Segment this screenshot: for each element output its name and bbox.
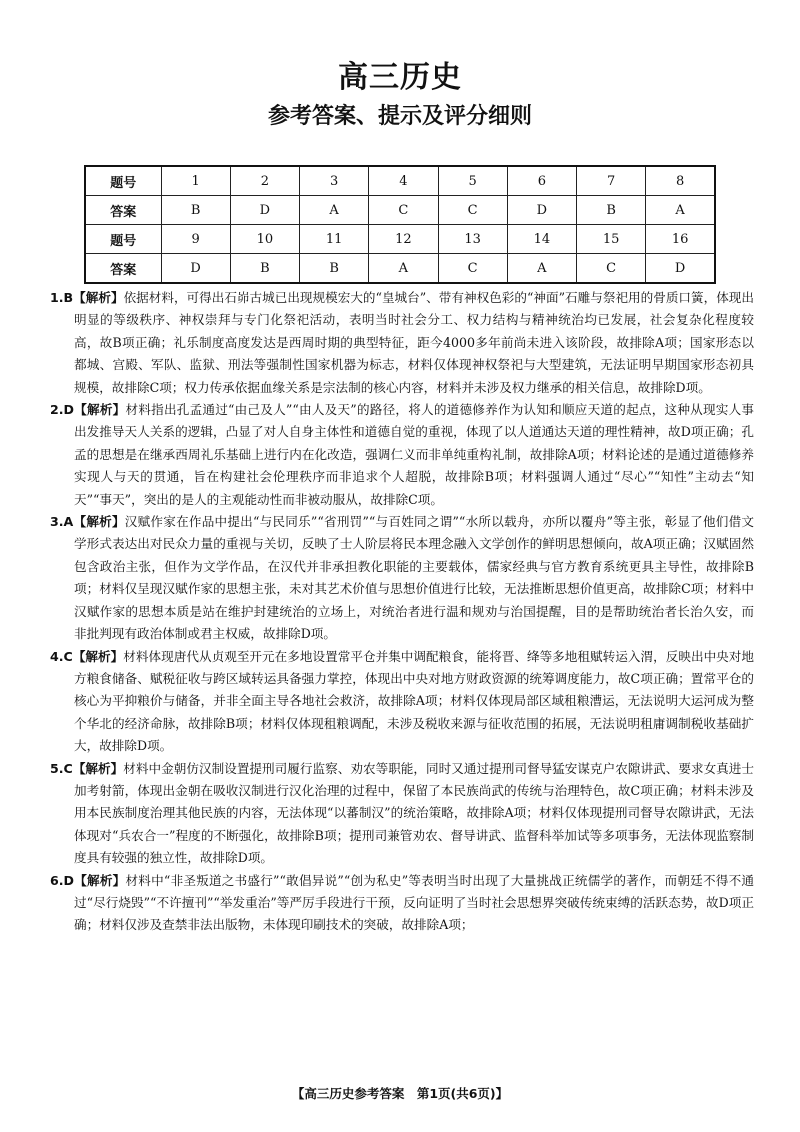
answer-cell: D [507, 196, 576, 225]
answer-cell: B [300, 254, 369, 284]
answer-cell: A [507, 254, 576, 284]
analysis-text: 材料中“非圣叛道之书盛行”“敢倡异说”“创为私史”等表明当时出现了大量挑战正统儒学的著作，而朝廷不得不通过“尽行烧毁”“不许擅刊”“举发重治”等严厉手段进行干预，反向证明了当时社会思想界突破传统束缚的活跃态势，故D项正确；材料仅涉及查禁非法出版物，未体现印刷技术的突破，故排除A项； [74, 872, 755, 933]
row-label: 答案 [85, 254, 161, 284]
analysis-text: 材料体现唐代从贞观至开元在多地设置常平仓并集中调配粮食，能将晋、绛等多地租赋转运入渭，反映出中央对地方粮食储备、赋税征收与跨区域转运具备强力掌控，体现出中央对地方财政资源的统筹调度能力，故C项正确；置常平仓的核心为平抑粮价与储备，并非全面主导各地社会救济，故排除A项；材料仅体现局部区域租粮漕运，无法说明大运河成为整个华北的经济命脉，故排除B项；材料仅体现租粮调配，未涉及税收来源与征收范围的拓展，无法说明租庸调制税收基础扩大，故排除D项。 [74, 648, 755, 754]
analysis-text: 材料指出孔孟通过“由己及人”“由人及天”的路径，将人的道德修养作为认知和顺应天道的起点，这种从现实人事出发推导天人关系的逻辑，凸显了对人自身主体性和道德自觉的重视，体现了以人道通达天道的理性精神，故D项正确；孔孟的思想是在继承西周礼乐基础上进行内在化改造，强调仁义而非单纯重构礼制，故排除A项；材料论述的是通过道德修养实现人与天的贯通，旨在构建社会伦理秩序而非追求个人超脱，故排除B项；材料强调人通过“尽心”“知性”主动去“知天”“事天”，突出的是人的主观能动性而非被动服从，故排除C项。 [74, 402, 754, 507]
page-subtitle: 参考答案、提示及评分细则 [267, 104, 532, 129]
answer-cell: 11 [300, 225, 369, 254]
answer-cell: 4 [369, 166, 438, 196]
answer-cell: 7 [577, 166, 646, 196]
answer-cell: B [577, 196, 646, 225]
answer-cell: B [230, 254, 299, 284]
question-answer-number: 3.A [50, 514, 74, 530]
answer-table-row [85, 225, 715, 254]
answer-cell: 1 [161, 166, 230, 196]
question-answer-number: 5.C [50, 760, 73, 776]
answer-cell: 15 [577, 225, 646, 254]
analysis-text: 依据材料，可得出石峁古城已出现规模宏大的“皇城台”、带有神权色彩的“神面”石雕与祭祀用的骨质口簧，体现出明显的等级秩序、神权崇拜与专门化祭祀活动，表明当时社会分工、权力结构与精神统治均已发展，社会复杂化程度较高，故B项正确；礼乐制度高度发达是西周时期的典型特征，距今4000多年前尚未进入该阶段，故排除A项；国家形态以都城、宫殿、军队、监狱、刑法等强制性国家机器为标志，材料仅体现神权祭祀与大型建筑，无法证明早期国家形态初具规模，故排除C项；权力传承依据血缘关系是宗法制的核心内容，材料并未涉及权力继承的相关信息，故排除D项。 [74, 290, 755, 395]
analysis-tag: 【解析】 [73, 514, 125, 530]
answer-cell: 3 [300, 166, 369, 196]
answer-cell: A [646, 196, 715, 225]
question-answer-number: 2.D [50, 402, 75, 418]
answer-cell: 5 [438, 166, 507, 196]
explanation-item [50, 870, 754, 937]
answer-cell: 9 [161, 225, 230, 254]
answer-cell: A [300, 196, 369, 225]
answer-cell: 14 [507, 225, 576, 254]
analysis-tag: 【解析】 [74, 402, 126, 418]
answer-table-row [85, 254, 715, 284]
analysis-text: 材料中金朝仿汉制设置提刑司履行监察、劝农等职能，同时又通过提刑司督导猛安谋克户农隙讲武、要求女真进士加考射箭，体现出金朝在吸收汉制进行汉化治理的过程中，保留了本民族尚武的传统与治理特色，故C项正确；材料未涉及用本民族制度治理其他民族的内容，无法体现“以蕃制汉”的统治策略，故排除A项；材料仅体现提刑司督导农隙讲武，无法体现对“兵农合一”程度的不断强化，故排除B项；提刑司兼管劝农、督导讲武、监督科举加试等多项事务，无法体现监察制度具有较强的独立性，故排除D项。 [74, 760, 755, 866]
answer-cell: 16 [646, 225, 715, 254]
answer-cell: 12 [369, 225, 438, 254]
answer-cell: C [369, 196, 438, 225]
answer-cell: D [230, 196, 299, 225]
question-answer-number: 1.B [50, 290, 74, 305]
analysis-tag: 【解析】 [72, 760, 124, 776]
explanation-item [50, 399, 754, 511]
answer-cell: 10 [230, 225, 299, 254]
explanation-list [50, 287, 754, 937]
answer-cell: C [577, 254, 646, 284]
explanation-item [50, 287, 754, 399]
answer-table-row [85, 166, 715, 196]
analysis-tag: 【解析】 [74, 872, 126, 888]
page-footer: 【高三历史参考答案 第1页(共6页)】 [291, 1086, 509, 1101]
explanation-item [50, 511, 754, 645]
answer-cell: A [369, 254, 438, 284]
explanation-item [50, 646, 754, 758]
answer-cell: D [646, 254, 715, 284]
row-label: 题号 [85, 225, 161, 254]
answer-table [84, 165, 716, 284]
question-answer-number: 4.C [50, 648, 73, 664]
answer-cell: 2 [230, 166, 299, 196]
analysis-tag: 【解析】 [73, 290, 124, 305]
answer-cell: 8 [646, 166, 715, 196]
analysis-tag: 【解析】 [72, 648, 124, 664]
answer-table-body [85, 166, 715, 283]
row-label: 题号 [85, 166, 161, 196]
page-title: 高三历史 [338, 60, 462, 95]
answer-cell: B [161, 196, 230, 225]
question-answer-number: 6.D [50, 872, 75, 888]
answer-cell: C [438, 196, 507, 225]
answer-table-row [85, 196, 715, 225]
answer-cell: 13 [438, 225, 507, 254]
row-label: 答案 [85, 196, 161, 225]
answer-cell: D [161, 254, 230, 284]
analysis-text: 汉赋作家在作品中提出“与民同乐”“省刑罚”“与百姓同之谓”“水所以载舟，亦所以覆舟”等主张，彰显了他们借文学形式表达出对民众力量的重视与关切，反映了士人阶层将民本理念融入文学创作的鲜明思想倾向，故A项正确；汉赋固然包含政治主张，但作为文学作品，在汉代并非承担教化职能的主要载体，儒家经典与官方教育系统更具主导性，故排除B项；材料仅呈现汉赋作家的思想主张，未对其艺术价值与思想价值进行比较，无法推断思想价值更高，故排除C项；材料中汉赋作家的思想本质是站在维护封建统治的立场上，对统治者进行温和规劝与治国提醒，目的是帮助统治者长治久安，而非批判现有政治体制或君主权威，故排除D项。 [74, 514, 754, 642]
answer-cell: C [438, 254, 507, 284]
explanation-item [50, 758, 754, 870]
answer-cell: 6 [507, 166, 576, 196]
